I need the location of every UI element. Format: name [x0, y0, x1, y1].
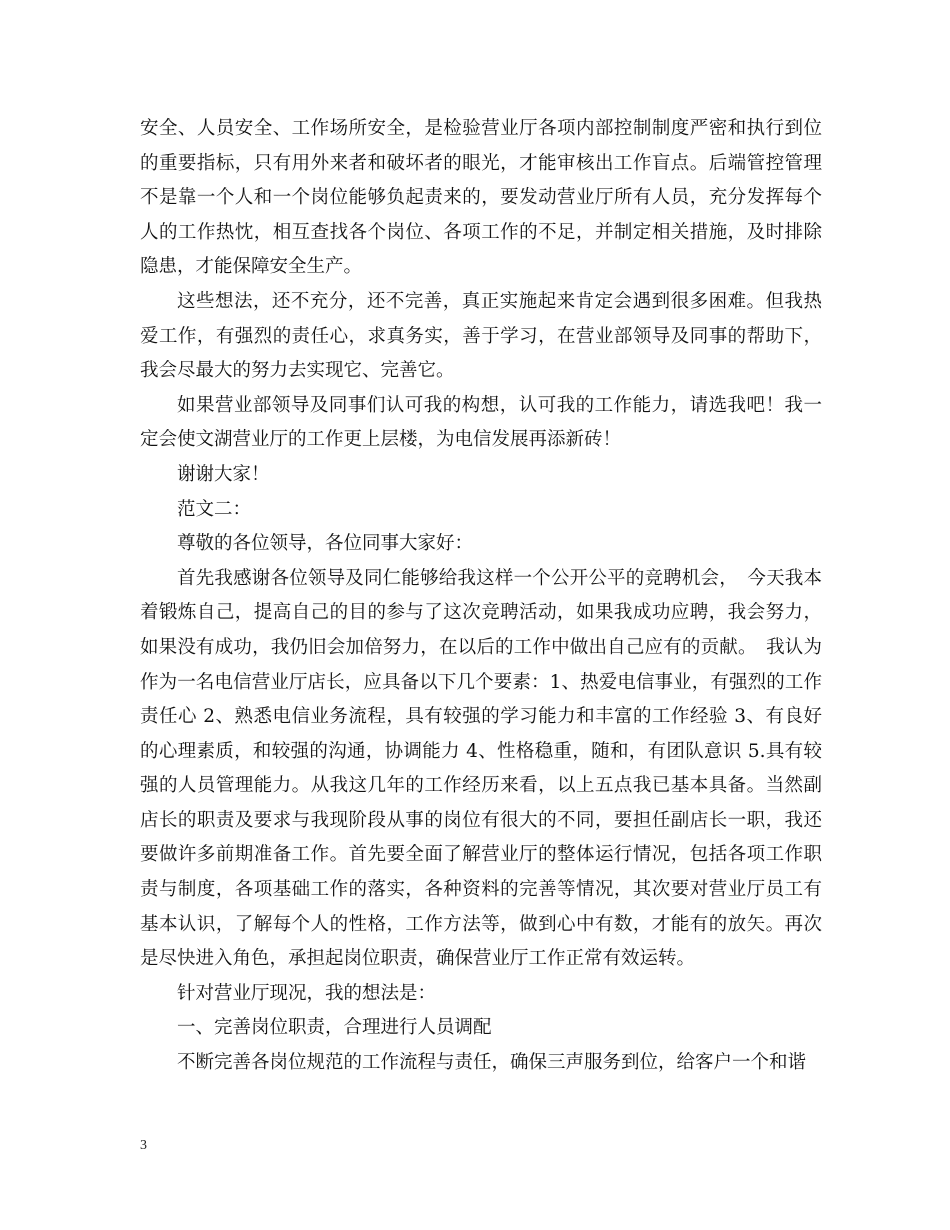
paragraph-6: 尊敬的各位领导，各位同事大家好： — [177, 533, 474, 555]
page-number: 3 — [140, 1138, 147, 1153]
paragraph-3: 如果营业部领导及同事们认可我的构想，认可我的工作能力，请选我吧！我一定会使文湖营业厅的工作更上层楼，为电信发展再添新砖！ — [140, 394, 822, 451]
paragraph-8: 针对营业厅现况，我的想法是： — [177, 982, 437, 1004]
paragraph-4: 谢谢大家！ — [177, 463, 270, 485]
paragraph-9: 一、完善岗位职责，合理进行人员调配 — [177, 1017, 492, 1039]
paragraph-7: 首先我感谢各位领导及同仁能够给我这样一个公开公平的竞聘机会， 今天我本着锻炼自己，提高自己的目的参与了这次竞聘活动，如果我成功应聘，我会努力，如果没有成功，我仍旧会加倍努力，在以后的工作中做出自己应有的贡献。 我认为作为一名电信营业厅店长，应具备以下几个要素：1、热爱电信事业，有强烈的工作责任心 2、熟悉电信业务流程，具有较强的学习能力和丰富的工作经验 3、有良好的心理素质，和较强的沟通，协调能力 4、性格稳重，随和，有团队意识 5.具有较强的人员管理能力。从我这几年的工作经历来看，以上五点我已基本具备。当然副店长的职责及要求与我现阶段从事的岗位有很大的不同，要担任副店长一职，我还要做许多前期准备工作。首先要全面了解营业厅的整体运行情况，包括各项工作职责与制度，各项基础工作的落实，各种资料的完善等情况，其次要对营业厅员工有基本认识，了解每个人的性格，工作方法等，做到心中有数，才能有的放矢。再次是尽快进入角色，承担起岗位职责，确保营业厅工作正常有效运转。 — [140, 567, 822, 970]
paragraph-1: 安全、人员安全、工作场所安全，是检验营业厅各项内部控制制度严密和执行到位的重要指标，只有用外来者和破坏者的眼光，才能审核出工作盲点。后端管控管理不是靠一个人和一个岗位能够负起责来的，要发动营业厅所有人员，充分发挥每个人的工作热忱，相互查找各个岗位、各项工作的不足，并制定相关措施，及时排除隐患，才能保障安全生产。 — [140, 118, 822, 278]
paragraph-2: 这些想法，还不充分，还不完善，真正实施起来肯定会遇到很多困难。但我热爱工作，有强烈的责任心，求真务实，善于学习，在营业部领导及同事的帮助下，我会尽最大的努力去实现它、完善它。 — [140, 290, 822, 382]
body-text — [140, 112, 822, 1081]
paragraph-10: 不断完善各岗位规范的工作流程与责任，确保三声服务到位，给客户一个和谐 — [177, 1052, 807, 1074]
paragraph-5: 范文二： — [177, 498, 252, 520]
